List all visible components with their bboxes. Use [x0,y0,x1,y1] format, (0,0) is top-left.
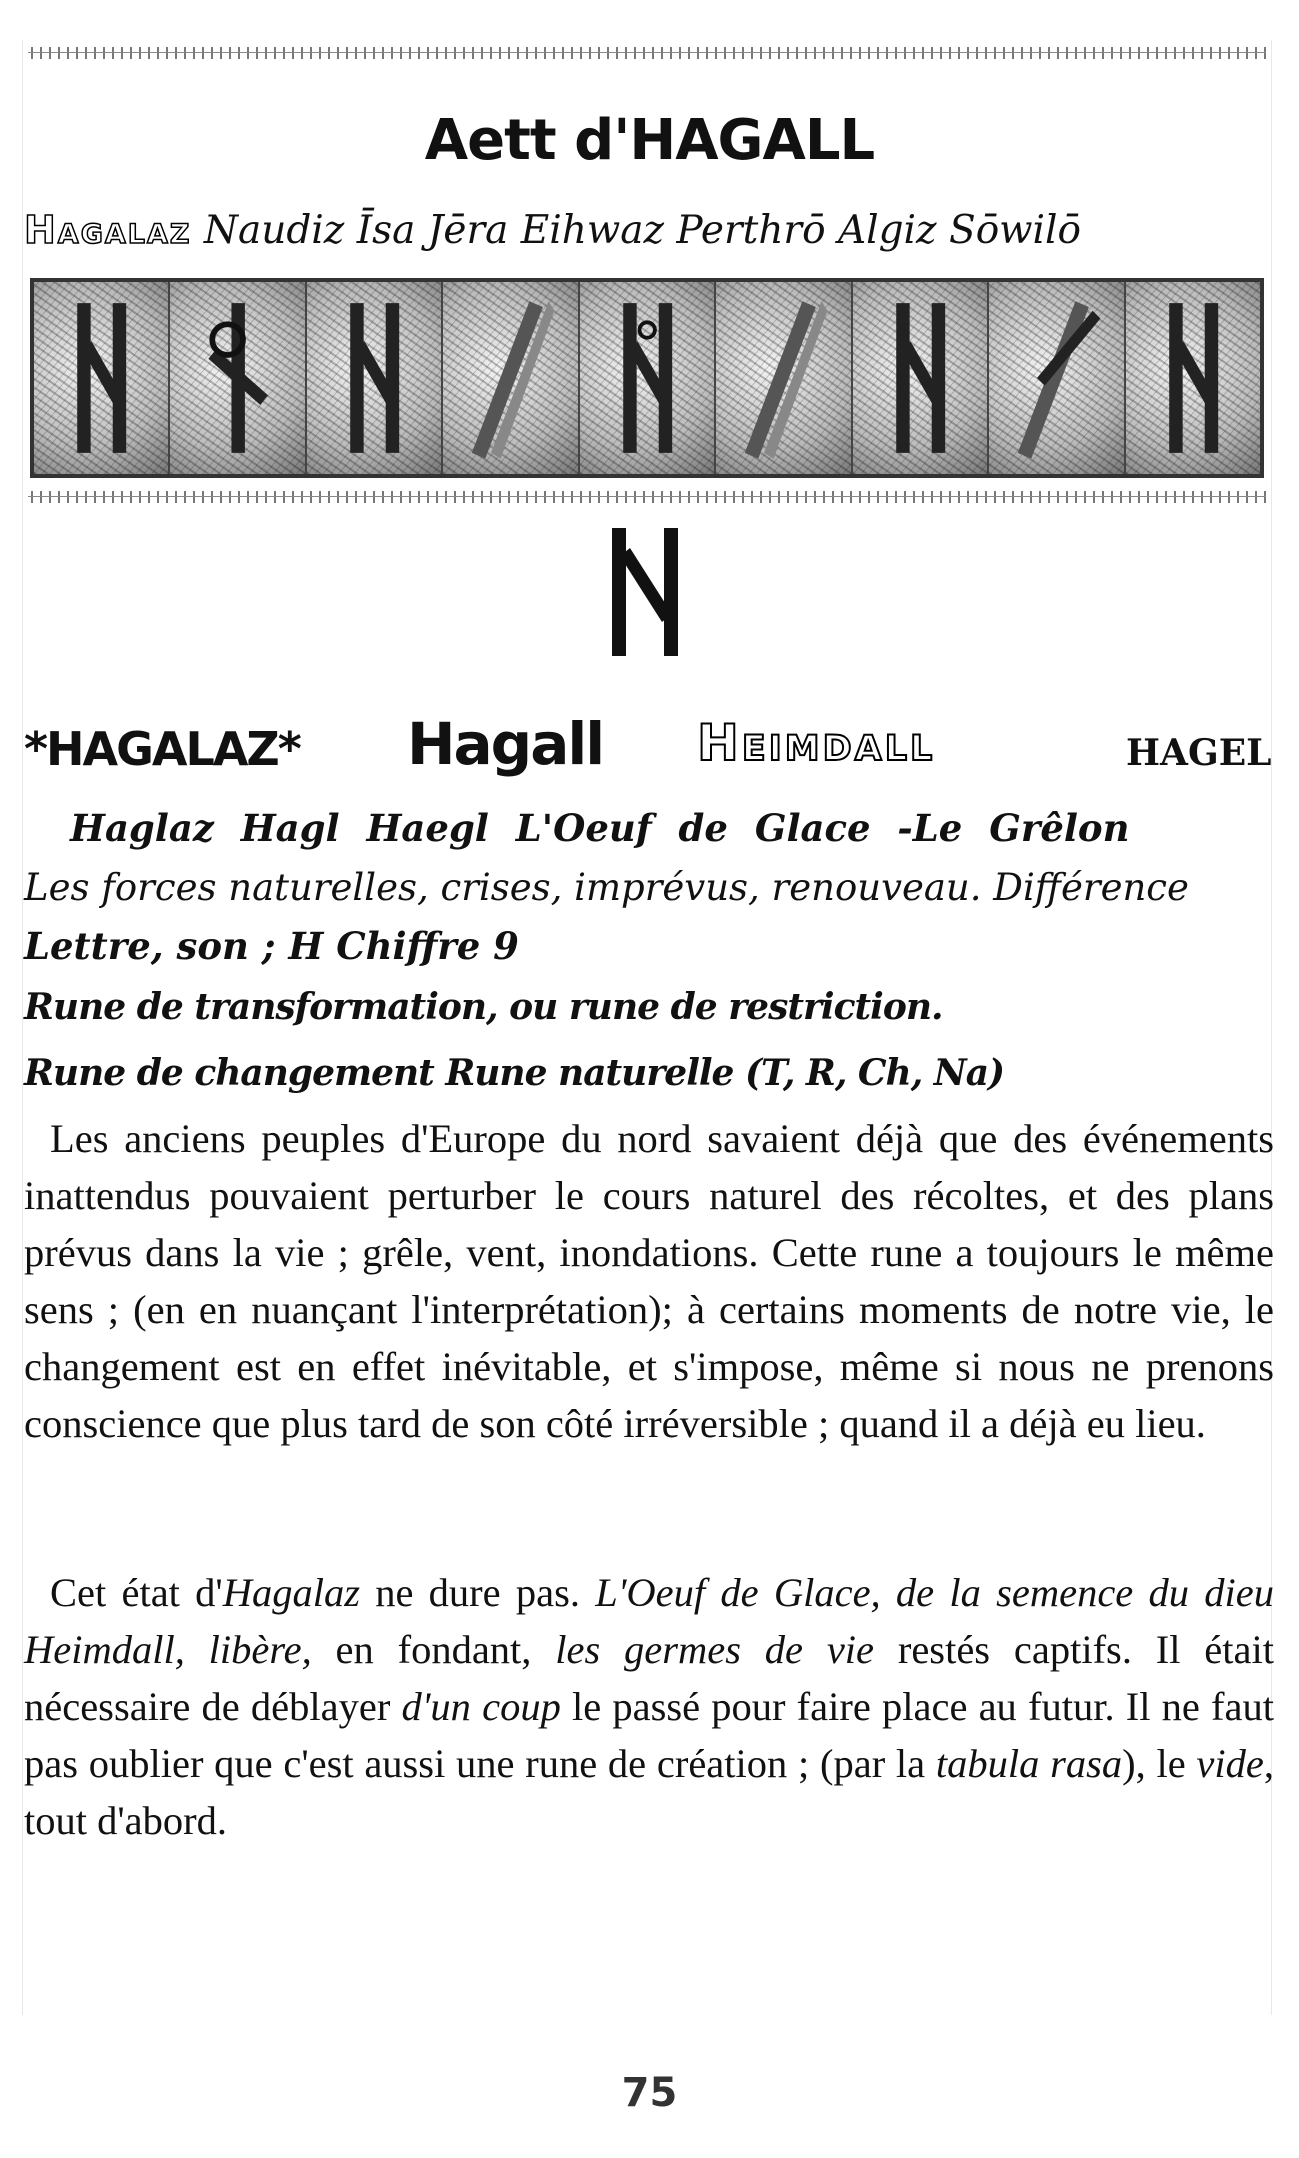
eihwaz-banner-icon [580,282,714,474]
perthro-banner-icon [716,282,850,474]
paragraph-2 [24,1564,1274,1849]
banner-cell-naudiz [170,282,306,474]
transformation-line: Rune de transformation, ou rune de restriction. [24,986,943,1028]
heading-heimdall: Heimdall [697,714,936,772]
banner-cell-eihwaz [580,282,716,474]
p2-text: , tout d'abord. [24,1741,1274,1843]
p2-italic: vide [1196,1741,1264,1786]
changement-line: Rune de changement Rune naturelle (T, R, Ch, Na) [24,1052,1005,1094]
top-plus-rule [28,46,1266,60]
heading-hagel: HAGEL [1126,732,1272,774]
rune-names-line [24,208,1081,253]
p2-text: restés captifs. Il était nécessaire de déblayer [24,1627,1274,1729]
banner-cell-sowilo [989,282,1125,474]
p2-italic: d'un coup [401,1684,561,1729]
alt-names: Haglaz Hagl Haegl L'Oeuf de Glace -Le Grêlon [70,806,1130,850]
p2-text: en fondant, [311,1627,556,1672]
bottom-plus-rule [28,490,1266,504]
isa-banner-icon [307,282,441,474]
jera-banner-icon [443,282,577,474]
banner-cell-isa [307,282,443,474]
p2-italic: L'Oeuf de Glace, de la semence du dieu Heimdall, libère, [24,1570,1274,1672]
p2-italic: tabula rasa [935,1741,1123,1786]
p2-italic: Hagalaz [222,1570,360,1615]
forces-line: Les forces naturelles, crises, imprévus, renouveau. Différence [24,866,1189,909]
banner-cell-perthro [716,282,852,474]
p2-text: Cet état d' [50,1570,223,1615]
banner-cell-jera [443,282,579,474]
paragraph-1: Les anciens peuples d'Europe du nord savaient déjà que des événements inattendus pouvaient perturber le cours naturel des récoltes, et des plans prévus dans la vie ; grêle, vent, inondations. Cette rune a toujours le même sens ; (en en nuançant l'interprétation); à certains moments de notre vie, le changement est en effet inévitable, et s'impose, même si nous ne prenons conscience que plus tard de son côté irréversible ; quand il a déjà eu lieu. [24,1116,1274,1446]
page-title: Aett d'HAGALL [424,108,875,173]
hagalaz-banner-icon [34,282,168,474]
rune-names-lead: Hagalaz [24,208,192,252]
rune-names-rest: Naudiz Īsa Jēra Eihwaz Perthrō Algiz Sōwilō [203,208,1081,253]
rune-heading [24,708,1279,788]
sowilo-banner-icon [989,282,1123,474]
banner-cell-end [1126,282,1260,474]
page-number: 75 [621,2070,678,2116]
banner-cell-hagalaz [34,282,170,474]
heading-hagalaz: *HAGALAZ* [24,722,300,776]
p2-italic: les germes de vie [555,1627,875,1672]
p2-text: ne dure pas. [359,1570,596,1615]
end-banner-icon [1126,282,1260,474]
hagalaz-rune-icon [608,528,682,656]
p2-text: ), le [1122,1741,1197,1786]
p2-text: le passé pour faire place au futur. Il ne faut pas oublier que c'est aussi une rune de création ; (par la [24,1684,1274,1786]
rune-banner [30,278,1264,478]
lettre-line: Lettre, son ; H Chiffre 9 [24,924,519,968]
banner-cell-algiz [853,282,989,474]
heading-hagall: Hagall [407,710,604,778]
naudiz-banner-icon [170,282,304,474]
algiz-banner-icon [853,282,987,474]
